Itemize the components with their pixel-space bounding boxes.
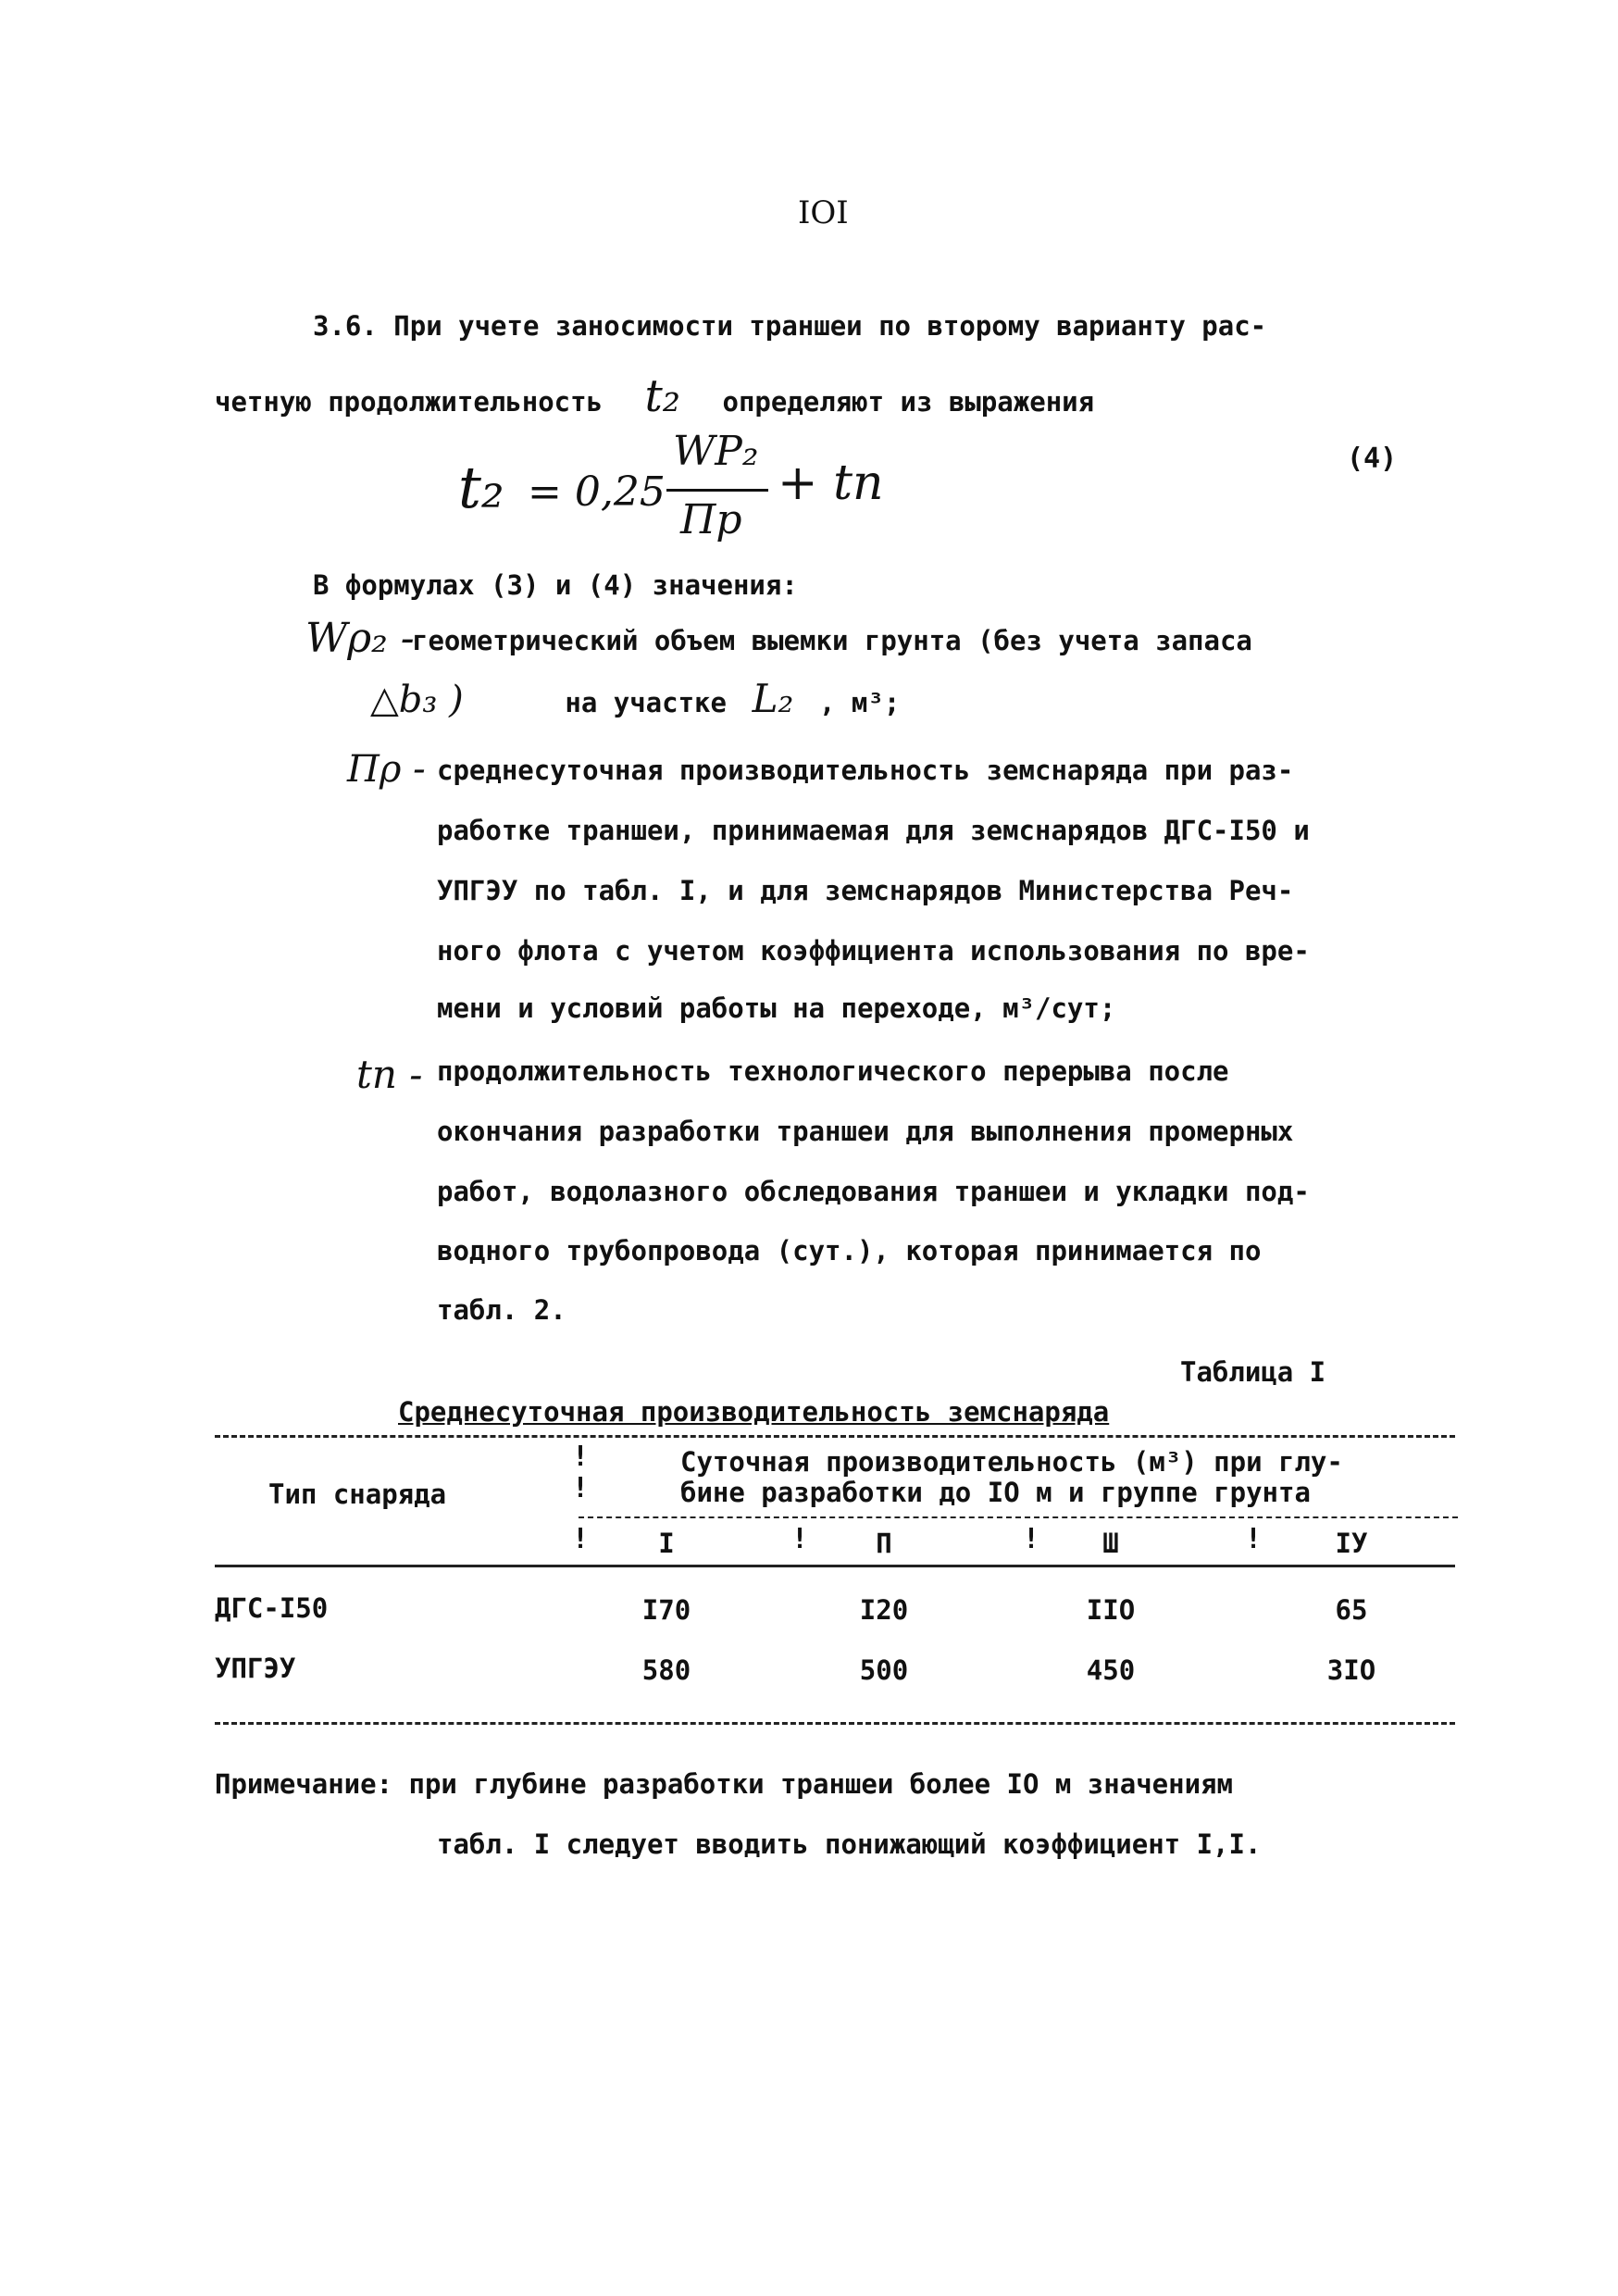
col-header-type: Тип снаряда <box>268 1479 447 1510</box>
row-1-value-2: I20 <box>859 1594 909 1626</box>
row-1-value-1: I70 <box>641 1594 691 1626</box>
formula-denominator: Пр <box>680 496 742 543</box>
subcol-2: П <box>876 1528 892 1559</box>
definitions-intro: В формулах (3) и (4) значения: <box>313 569 798 601</box>
header-bottom-rule <box>215 1565 1455 1567</box>
group-header-line-2: бине разработки до IO м и группе грунта <box>680 1477 1311 1508</box>
note-line-2: табл. I следует вводить понижающий коэффициент I,I. <box>437 1828 1262 1860</box>
header-separator: ! <box>572 1441 590 1473</box>
section-line-2-end: определяют из выражения <box>722 386 1095 418</box>
table-title: Среднесуточная производительность земснаряда <box>398 1396 1110 1428</box>
l2-variable: L₂ <box>752 676 794 721</box>
def-t-line-2: окончания разработки траншеи для выполнения промерных <box>437 1116 1294 1147</box>
subcol-separator: ! <box>1023 1523 1040 1555</box>
subcol-3: Ш <box>1102 1528 1119 1559</box>
row-2-value-1: 580 <box>641 1654 691 1686</box>
group-header-line-1: Суточная производительность (м³) при глу- <box>680 1446 1343 1478</box>
subcol-4: IУ <box>1335 1528 1368 1559</box>
row-2-value-3: 450 <box>1086 1654 1136 1686</box>
row-2-value-4: 3IO <box>1326 1654 1376 1686</box>
page-number: IOI <box>798 194 849 231</box>
def-symbol-t: tп - <box>356 1052 423 1097</box>
table-bottom-rule <box>215 1722 1455 1725</box>
row-1-value-4: 65 <box>1335 1594 1368 1626</box>
table-label: Таблица I <box>1180 1356 1326 1388</box>
def-w-line-1: геометрический объем выемки грунта (без учета запаса <box>412 625 1252 656</box>
def-t-line-1: продолжительность технологического перерыва после <box>437 1055 1229 1087</box>
def-w-line-2-mid: на участке <box>565 687 727 718</box>
def-w-line-2 <box>370 676 900 721</box>
row-1-name: ДГС-I50 <box>215 1592 329 1624</box>
subcol-separator: ! <box>791 1523 809 1555</box>
section-line-2 <box>215 370 1094 422</box>
def-symbol-p: Пρ - <box>347 748 426 791</box>
formula-numerator: WP₂ <box>673 428 759 475</box>
def-t-line-3: работ, водолазного обследования траншеи и укладки под- <box>437 1176 1310 1207</box>
def-p-line-5: мени и условий работы на переходе, м³/сут; <box>437 992 1116 1024</box>
def-p-line-2: работке траншеи, принимаемая для земснарядов ДГС-I50 и <box>437 815 1310 846</box>
formula-lhs: t₂ <box>458 454 504 521</box>
def-w-line-2-end: , м³; <box>819 687 901 718</box>
t2-variable: t₂ <box>644 370 681 422</box>
row-2-value-2: 500 <box>859 1654 909 1686</box>
subheader-rule <box>579 1516 1458 1518</box>
formula-coefficient: = 0,25 <box>528 468 666 516</box>
def-symbol-w: Wρ₂ - <box>305 615 415 662</box>
table-top-rule <box>215 1435 1455 1438</box>
delta-b3: △b₃ ) <box>370 679 464 721</box>
row-2-name: УПГЭУ <box>215 1653 296 1684</box>
subcol-separator: ! <box>1245 1523 1263 1555</box>
row-1-value-3: IIO <box>1086 1594 1136 1626</box>
def-p-line-3: УПГЭУ по табл. I, и для земснарядов Министерства Реч- <box>437 875 1294 906</box>
note-line-1: Примечание: при глубине разработки траншеи более IO м значениям <box>215 1768 1233 1800</box>
formula-4 <box>458 428 893 557</box>
fraction-bar <box>666 489 768 492</box>
subcol-1: I <box>658 1528 675 1559</box>
def-t-line-5: табл. 2. <box>437 1294 566 1326</box>
header-separator: ! <box>572 1472 590 1504</box>
def-p-line-4: ного флота с учетом коэффициента использования по вре- <box>437 935 1310 967</box>
subcol-separator: ! <box>572 1523 590 1555</box>
section-line-1: 3.6. При учете заносимости траншеи по второму варианту рас- <box>313 310 1267 342</box>
formula-number: (4) <box>1347 443 1398 475</box>
section-line-2-start: четную продолжительность <box>215 386 604 418</box>
def-t-line-4: водного трубопровода (сут.), которая принимается по <box>437 1235 1262 1267</box>
def-p-line-1: среднесуточная производительность земснаряда при раз- <box>437 755 1294 786</box>
formula-tail: + tп <box>778 455 884 511</box>
